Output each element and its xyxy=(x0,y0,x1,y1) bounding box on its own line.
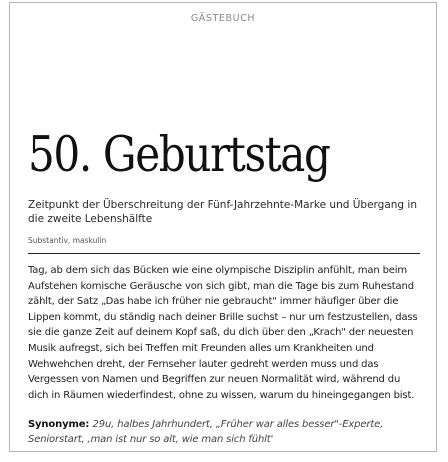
synonyms-section xyxy=(28,417,423,447)
body-paragraph: Tag, ab dem sich das Bücken wie eine olympische Disziplin anfühlt, man beim Aufstehen komische Geräusche von sich gibt, man die Tage bis zum Ruhestand zählt, der Satz „Das habe ich früher nie gebraucht" immer häufiger über die Lippen kommt, du ständig nach deiner Brille suchst – nur um festzustellen, dass sie die ganze Zeit auf deinem Kopf saß, du dich über den „Krach" der neuesten Musik aufregst, sich bei Treffen mit Freunden alles um Krankheiten und Wehwehchen dreht, der Fernseher lauter gedreht werden muss und das Vergessen von Namen und Begriffen zur neuen Normalität wird, während du dich in Räumen wiederfindest, ohne zu wissen, warum du hineingegangen bist. xyxy=(28,265,418,401)
divider-rule xyxy=(28,253,420,254)
synonyms-label: Synonyme: xyxy=(28,419,93,430)
headword-title: 50. Geburtstag xyxy=(28,126,330,183)
grammar-note: Substantiv, maskulin xyxy=(28,236,107,245)
synonyms-list: 29u, halbes Jahrhundert, „Früher war alles besser"-Experte, Seniorstart, ‚man ist nur so alt, wie man sich fühlt' xyxy=(28,419,384,445)
definition-text: Zeitpunkt der Überschreitung der Fünf-Jahrzehnte-Marke und Übergang in die zweite Lebenshälfte xyxy=(28,199,417,225)
card-header-label: GÄSTEBUCH xyxy=(190,13,256,24)
guestbook-card xyxy=(9,2,437,452)
